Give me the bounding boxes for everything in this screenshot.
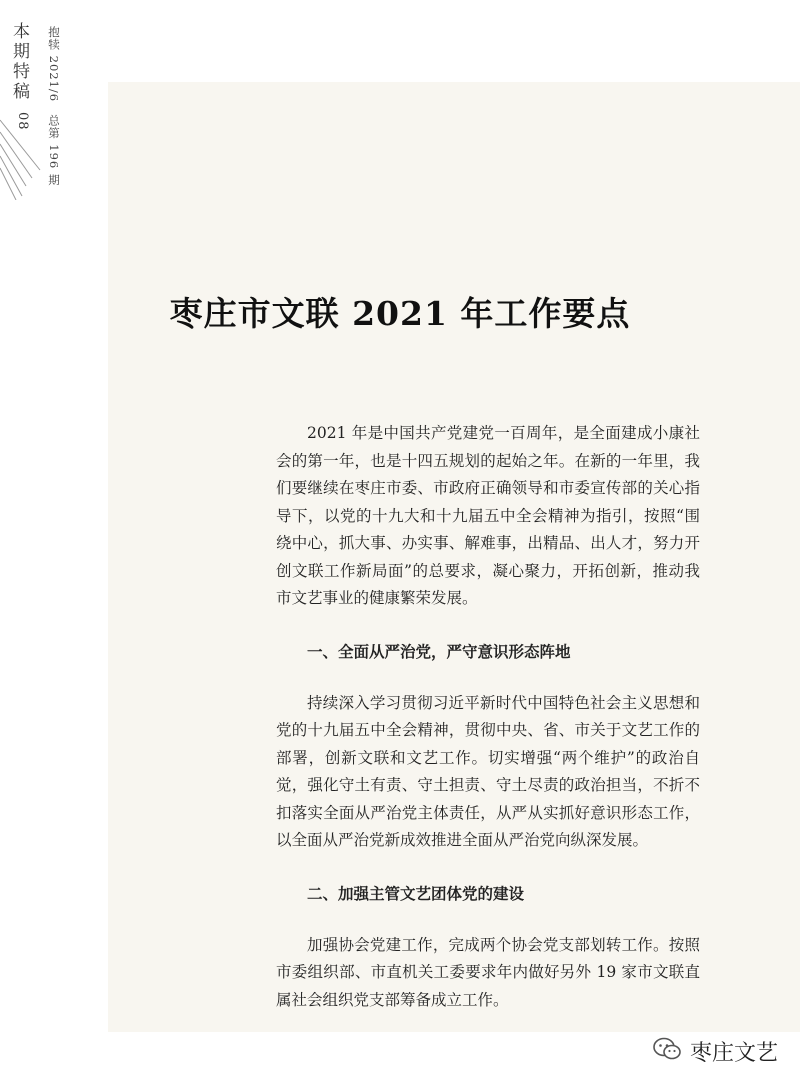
issue-info: 抱犊 2021/6 总第 196 期 (47, 26, 61, 187)
section-heading: 二、加强主管文艺团体党的建设 (307, 884, 525, 903)
section-paragraph: 持续深入学习贯彻习近平新时代中国特色社会主义思想和党的十九届五中全会精神，贯彻中央、省、市关于文艺工作的部署，创新文联和文艺工作。切实增强“两个维护”的政治自觉，强化守土有责、守土担责、守土尽责的政治担当，不折不扣落实全面从严治党主体责任，从严从实抓好意识形态工作，以全面从严治党新成效推进全面从严治党向纵深发展。 (276, 693, 700, 849)
article-title: 枣庄市文联 2021 年工作要点 (169, 294, 631, 333)
section-heading: 一、全面从严治党，严守意识形态阵地 (307, 642, 571, 661)
left-margin (0, 0, 108, 1086)
section-paragraph: 加强协会党建工作，完成两个协会党支部划转工作。按照市委组织部、市直机关工委要求年内做好另外 19 家市文联直属社会组织党支部筹备成立工作。 (276, 935, 700, 1009)
brand-name: 枣庄文艺 (689, 1040, 778, 1066)
article-body (276, 420, 700, 1014)
section-label: 本期特稿 (9, 22, 29, 102)
footer-brand (652, 1034, 778, 1068)
page-number: 08 (15, 112, 30, 131)
wechat-icon (652, 1036, 682, 1066)
intro-paragraph: 2021 年是中国共产党建党一百周年，是全面建成小康社会的第一年，也是十四五规划的起始之年。在新的一年里，我们要继续在枣庄市委、市政府正确领导和市委宣传部的关心指导下，以党的十九大和十九届五中全会精神为指引，按照“围绕中心，抓大事、办实事、解难事，出精品、出人才，努力开创文联工作新局面”的总要求，凝心聚力，开拓创新，推动我市文艺事业的健康繁荣发展。 (276, 424, 700, 607)
